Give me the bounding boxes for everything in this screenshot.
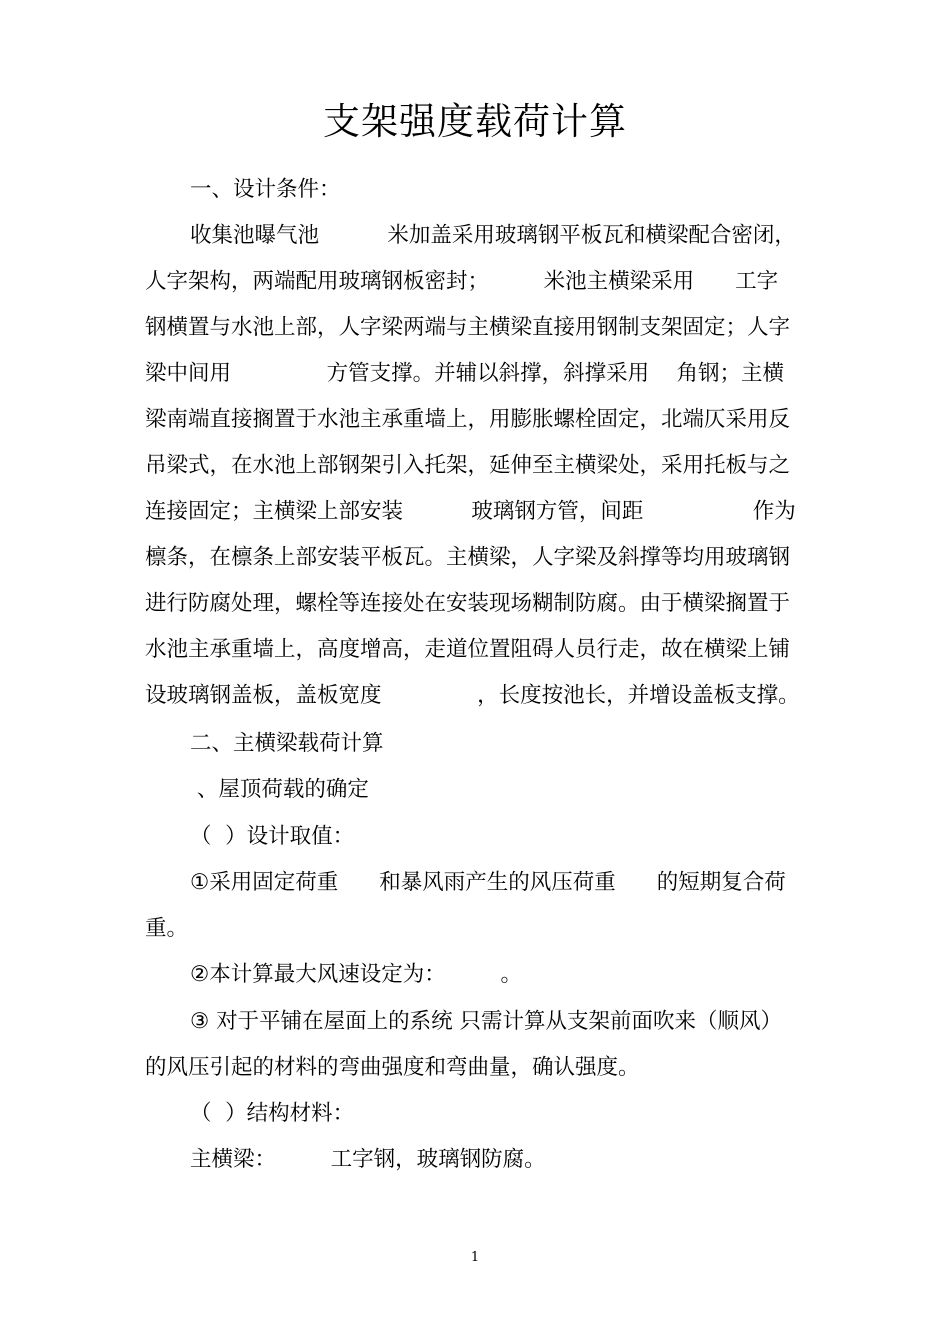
- paragraph-line: 设玻璃钢盖板，盖板宽度 ，长度按池长，并增设盖板支撑。: [145, 683, 800, 708]
- paragraph-line: 檩条，在檩条上部安装平板瓦。主横梁，人字梁及斜撑等均用玻璃钢: [145, 545, 791, 570]
- page-number: 1: [470, 1250, 480, 1265]
- section-heading-design-conditions: 一、设计条件：: [190, 177, 341, 202]
- paragraph-line: 钢横置与水池上部，人字梁两端与主横梁直接用钢制支架固定；人字: [145, 315, 791, 340]
- paragraph-line: 人字架构，两端配用玻璃钢板密封； 米池主横梁采用 工字: [145, 269, 779, 294]
- paragraph-line: 连接固定；主横梁上部安装 玻璃钢方管，间距 作为: [145, 499, 796, 524]
- list-item-3-continuation: 的风压引起的材料的弯曲强度和弯曲量，确认强度。: [145, 1055, 640, 1080]
- material-main-beam: 主横梁： 工字钢，玻璃钢防腐。: [190, 1147, 546, 1172]
- subsection-heading-structural-materials: （ ）结构材料：: [190, 1101, 355, 1126]
- subsection-heading-roof-load: 、屋顶荷载的确定: [190, 777, 369, 802]
- list-item-1: ①采用固定荷重 和暴风雨产生的风压荷重 的短期复合荷: [190, 870, 786, 895]
- section-heading-load-calculation: 二、主横梁载荷计算: [190, 731, 384, 756]
- paragraph-line: 梁南端直接搁置于水池主承重墙上，用膨胀螺栓固定，北端仄采用反: [145, 407, 791, 432]
- document-title: 支架强度载荷计算: [323, 100, 627, 143]
- list-item-3: ③ 对于平铺在屋面上的系统 只需计算从支架前面吹来（顺风）: [190, 1009, 782, 1034]
- paragraph-line: 水池主承重墙上，高度增高，走道位置阻碍人员行走，故在横梁上铺: [145, 637, 791, 662]
- paragraph-line: 梁中间用 方管支撑。并辅以斜撑，斜撑采用 角钢；主横: [145, 361, 785, 386]
- paragraph-line: 吊梁式，在水池上部钢架引入托架，延伸至主横梁处，采用托板与之: [145, 453, 791, 478]
- paragraph-line: 进行防腐处理，螺栓等连接处在安装现场糊制防腐。由于横梁搁置于: [145, 591, 791, 616]
- paragraph-line: 收集池曝气池 米加盖采用玻璃钢平板瓦和横梁配合密闭，: [190, 223, 796, 248]
- list-item-1-continuation: 重。: [145, 916, 189, 941]
- subsection-heading-design-values: （ ）设计取值：: [190, 824, 355, 849]
- list-item-2: ②本计算最大风速设定为： 。: [190, 962, 522, 987]
